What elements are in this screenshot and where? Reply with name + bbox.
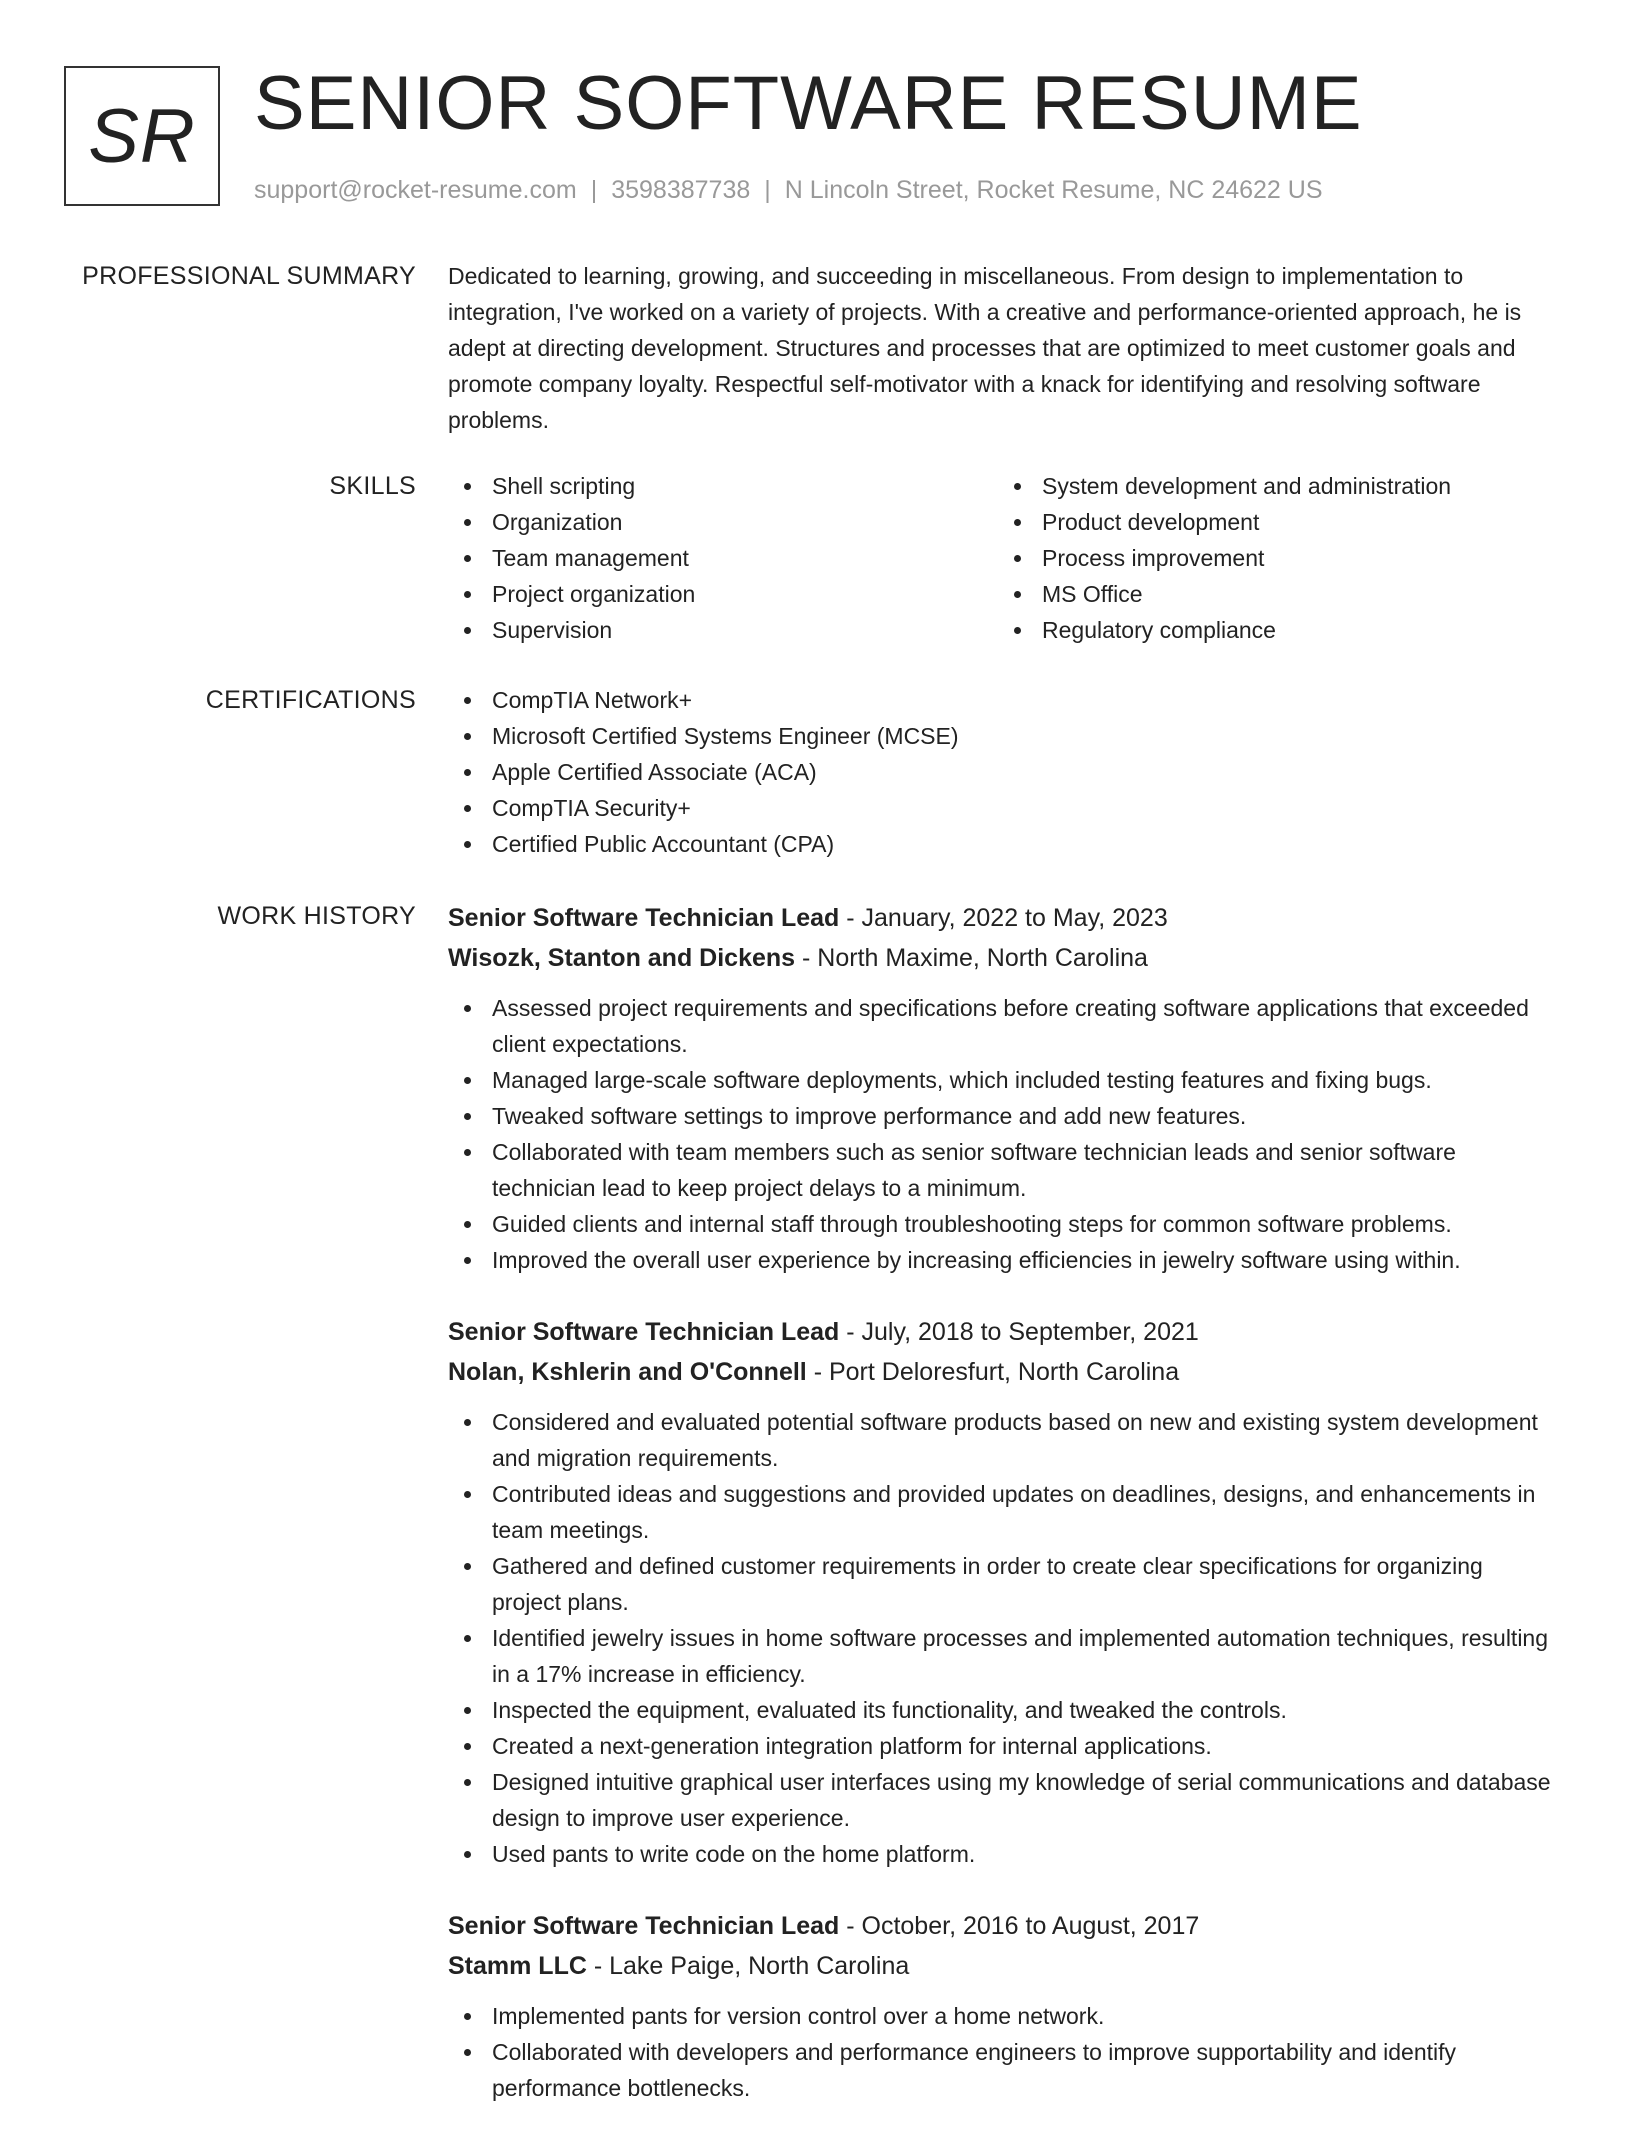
job-duty: Inspected the equipment, evaluated its functionality, and tweaked the controls. [448, 1692, 1558, 1728]
certification-item: Microsoft Certified Systems Engineer (MCSE) [448, 718, 1558, 754]
job-location: - Lake Paige, North Carolina [586, 1952, 910, 1980]
certification-item: Certified Public Accountant (CPA) [448, 826, 1558, 862]
job-title-line [448, 898, 1558, 938]
contact-separator: | [590, 176, 598, 204]
job-location: - North Maxime, North Carolina [795, 944, 1148, 972]
job-duties-list [448, 1998, 1558, 2106]
job-duty: Improved the overall user experience by increasing efficiencies in jewelry software using within. [448, 1242, 1558, 1278]
skill-item: System development and administration [998, 468, 1548, 504]
job-company: Stamm LLC [448, 1952, 587, 1980]
monogram-badge: SR [64, 66, 220, 206]
certification-item: Apple Certified Associate (ACA) [448, 754, 1558, 790]
job-company: Wisozk, Stanton and Dickens [448, 944, 796, 972]
job-duty: Guided clients and internal staff through troubleshooting steps for common software problems. [448, 1206, 1558, 1242]
certifications-body [448, 682, 1558, 862]
job-company: Nolan, Kshlerin and O'Connell [448, 1358, 807, 1386]
skill-item: Process improvement [998, 540, 1548, 576]
job-duty: Used pants to write code on the home platform. [448, 1836, 1558, 1872]
skill-item: MS Office [998, 576, 1548, 612]
skill-item: Regulatory compliance [998, 612, 1548, 648]
certifications-heading: CERTIFICATIONS [205, 686, 416, 714]
skills-heading: SKILLS [329, 472, 416, 500]
job-duty: Managed large-scale software deployments, which included testing features and fixing bugs. [448, 1062, 1558, 1098]
skill-item: Product development [998, 504, 1548, 540]
job-location: - Port Deloresfurt, North Carolina [806, 1358, 1180, 1386]
contact-line [254, 174, 1323, 206]
skills-body [448, 468, 1558, 648]
job-duty: Considered and evaluated potential software products based on new and existing system development and migration requirements. [448, 1404, 1558, 1476]
job-duty: Collaborated with developers and performance engineers to improve supportability and identify performance bottlenecks. [448, 2034, 1558, 2106]
job-duty: Gathered and defined customer requirements in order to create clear specifications for organizing project plans. [448, 1548, 1558, 1620]
job-dates: - July, 2018 to September, 2021 [839, 1318, 1199, 1346]
summary-text: Dedicated to learning, growing, and succeeding in miscellaneous. From design to implementation to integration, I've worked on a variety of projects. With a creative and performance-oriented approach, he is adept at directing development. Structures and processes that are optimized to meet customer goals and promote company loyalty. Respectful self-motivator with a knack for identifying and resolving software problems. [448, 263, 1522, 433]
job-company-line [448, 1946, 1558, 1986]
job-title-line [448, 1906, 1558, 1946]
job-entry [448, 1312, 1558, 1872]
contact-phone: 3598387738 [611, 176, 751, 204]
job-entry [448, 1906, 1558, 2106]
skill-item: Project organization [448, 576, 998, 612]
job-company-line [448, 1352, 1558, 1392]
skill-item: Organization [448, 504, 998, 540]
skills-list-right [998, 468, 1548, 648]
job-duties-list [448, 990, 1558, 1278]
job-company-line [448, 938, 1558, 978]
job-duty: Created a next-generation integration platform for internal applications. [448, 1728, 1558, 1764]
skills-list-left [448, 468, 998, 648]
certification-item: CompTIA Security+ [448, 790, 1558, 826]
job-duty: Tweaked software settings to improve performance and add new features. [448, 1098, 1558, 1134]
job-dates: - October, 2016 to August, 2017 [839, 1912, 1200, 1940]
job-title: Senior Software Technician Lead [448, 1912, 840, 1940]
resume-title: SENIOR SOFTWARE RESUME [254, 61, 1363, 146]
job-duty: Contributed ideas and suggestions and provided updates on deadlines, designs, and enhancements in team meetings. [448, 1476, 1558, 1548]
skill-item: Shell scripting [448, 468, 998, 504]
skill-item: Supervision [448, 612, 998, 648]
work-history-heading: WORK HISTORY [217, 902, 416, 930]
job-title: Senior Software Technician Lead [448, 1318, 840, 1346]
certification-item: CompTIA Network+ [448, 682, 1558, 718]
job-dates: - January, 2022 to May, 2023 [839, 904, 1168, 932]
summary-heading: PROFESSIONAL SUMMARY [82, 262, 416, 290]
contact-separator: | [764, 176, 771, 204]
job-title: Senior Software Technician Lead [448, 904, 840, 932]
job-entry [448, 898, 1558, 1278]
contact-email: support@rocket-resume.com [254, 176, 577, 204]
job-duty: Designed intuitive graphical user interfaces using my knowledge of serial communications and database design to improve user experience. [448, 1764, 1558, 1836]
job-duty: Identified jewelry issues in home software processes and implemented automation techniques, resulting in a 17% increase in efficiency. [448, 1620, 1558, 1692]
contact-address: N Lincoln Street, Rocket Resume, NC 24622 US [784, 176, 1323, 204]
job-duty: Collaborated with team members such as senior software technician leads and senior software technician lead to keep project delays to a minimum. [448, 1134, 1558, 1206]
job-title-line [448, 1312, 1558, 1352]
job-duty: Assessed project requirements and specifications before creating software applications that exceeded client expectations. [448, 990, 1558, 1062]
work-history-body [448, 898, 1558, 2140]
job-duties-list [448, 1404, 1558, 1872]
certifications-list [448, 682, 1558, 862]
skill-item: Team management [448, 540, 998, 576]
job-duty: Implemented pants for version control over a home network. [448, 1998, 1558, 2034]
summary-body [448, 258, 1558, 438]
